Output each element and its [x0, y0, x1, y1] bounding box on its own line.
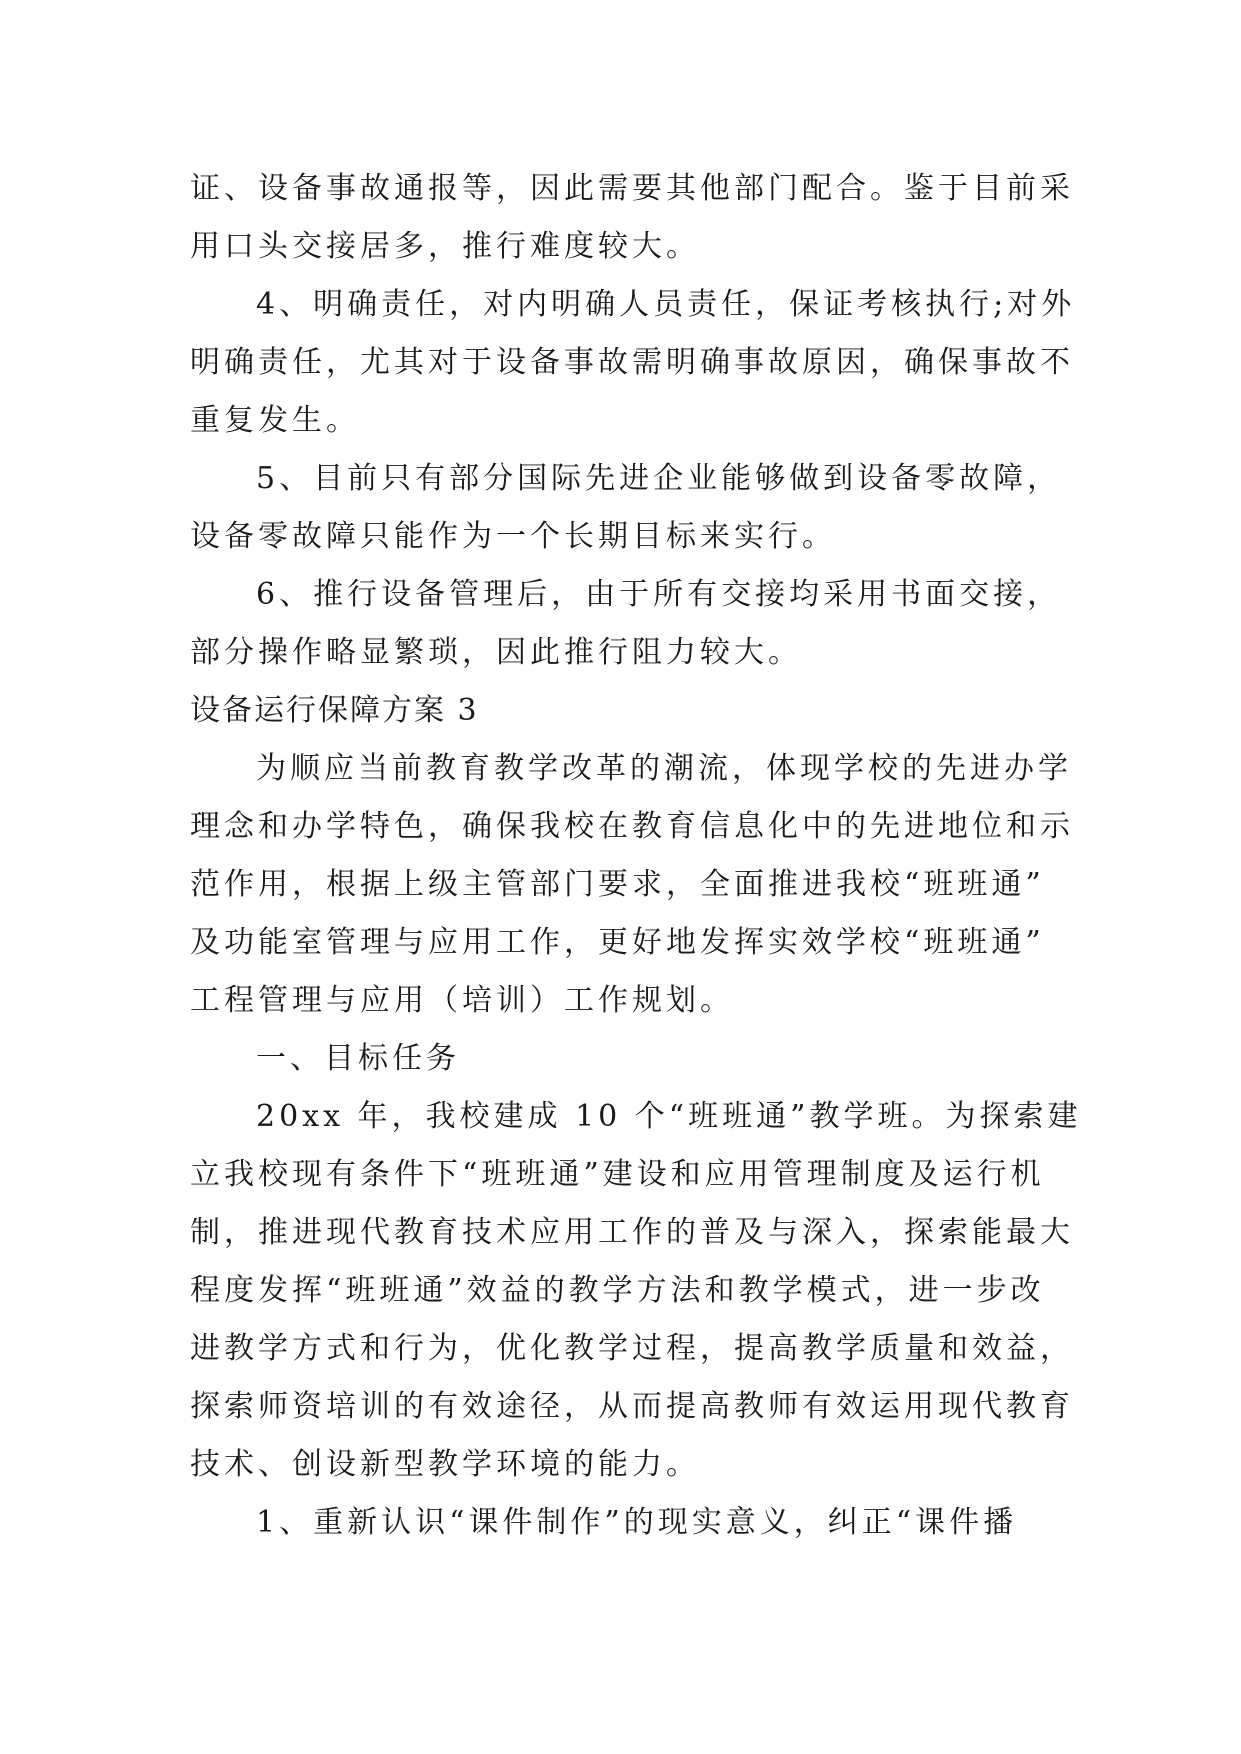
section-heading: 设备运行保障方案 3 — [190, 693, 479, 728]
text-line: 进教学方式和行为，优化教学过程，提高教学质量和效益， — [190, 1331, 1074, 1366]
text-line: 5、目前只有部分国际先进企业能够做到设备零故障， — [256, 461, 1062, 496]
text-line: 6、推行设备管理后，由于所有交接均采用书面交接， — [256, 577, 1062, 612]
text-line: 理念和办学特色，确保我校在教育信息化中的先进地位和示 — [190, 809, 1074, 844]
text-line: 用口头交接居多，推行难度较大。 — [190, 229, 700, 264]
text-line: 1、重新认识“课件制作”的现实意义，纠正“课件播 — [256, 1505, 1018, 1540]
text-line: 为顺应当前教育教学改革的潮流，体现学校的先进办学 — [256, 751, 1072, 786]
text-line: 一、目标任务 — [256, 1041, 460, 1076]
text-line: 立我校现有条件下“班班通”建设和应用管理制度及运行机 — [190, 1157, 1045, 1192]
document-body — [190, 160, 1082, 1552]
text-line: 重复发生。 — [190, 403, 360, 438]
text-line: 4、明确责任，对内明确人员责任，保证考核执行;对外 — [256, 287, 1076, 322]
text-line: 及功能室管理与应用工作，更好地发挥实效学校“班班通” — [190, 925, 1045, 960]
text-line: 探索师资培训的有效途径，从而提高教师有效运用现代教育 — [190, 1389, 1074, 1424]
text-line: 证、设备事故通报等，因此需要其他部门配合。鉴于目前采 — [190, 171, 1074, 206]
text-line: 部分操作略显繁琐，因此推行阻力较大。 — [190, 635, 802, 670]
text-line: 20xx 年，我校建成 10 个“班班通”教学班。为探索建 — [256, 1099, 1082, 1134]
text-line: 范作用，根据上级主管部门要求，全面推进我校“班班通” — [190, 867, 1045, 902]
text-line: 制，推进现代教育技术应用工作的普及与深入，探索能最大 — [190, 1215, 1074, 1250]
text-line: 工程管理与应用（培训）工作规划。 — [190, 983, 734, 1018]
text-line: 技术、创设新型教学环境的能力。 — [190, 1447, 700, 1482]
text-line: 明确责任，尤其对于设备事故需明确事故原因，确保事故不 — [190, 345, 1074, 380]
text-line: 程度发挥“班班通”效益的教学方法和教学模式，进一步改 — [190, 1273, 1045, 1308]
text-line: 设备零故障只能作为一个长期目标来实行。 — [190, 519, 836, 554]
